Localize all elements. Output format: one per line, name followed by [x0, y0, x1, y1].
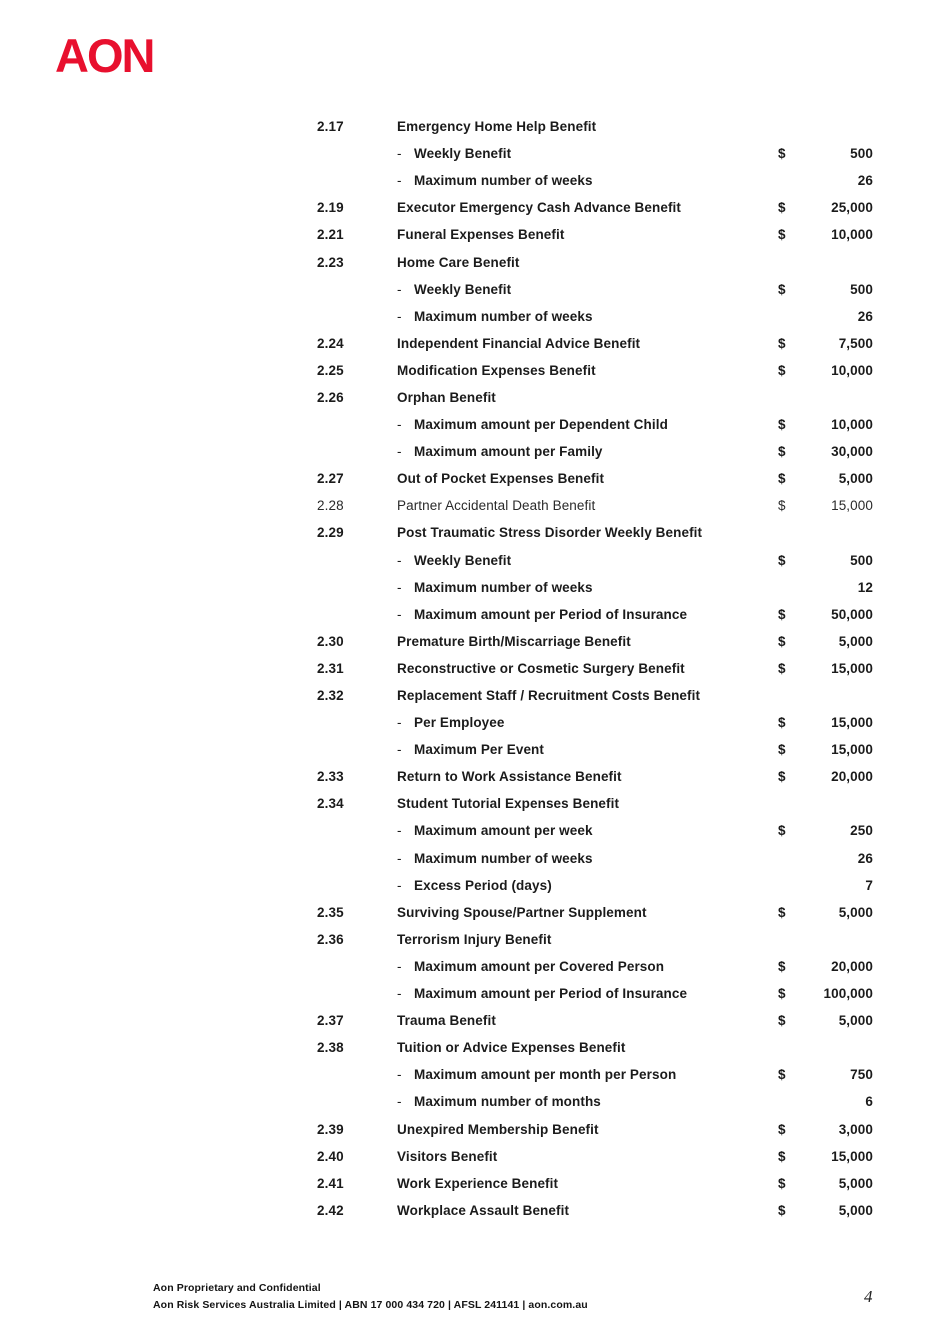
benefit-amount: 15,000 — [831, 498, 873, 514]
clause-number: 2.35 — [317, 904, 344, 920]
benefit-amount: 15,000 — [831, 660, 873, 676]
currency-symbol: $ — [778, 633, 786, 649]
benefit-label: Maximum amount per Family — [414, 444, 603, 460]
currency-symbol: $ — [778, 742, 786, 758]
clause-number: 2.30 — [317, 633, 344, 649]
clause-number: 2.41 — [317, 1175, 344, 1191]
dash-bullet: - — [397, 986, 402, 1002]
currency-symbol: $ — [778, 362, 786, 378]
dash-bullet: - — [397, 173, 402, 189]
benefit-label-cell — [397, 282, 778, 297]
benefit-label-cell — [397, 634, 778, 649]
benefit-amount: 5,000 — [838, 1202, 873, 1218]
benefit-label: Weekly Benefit — [414, 552, 512, 568]
table-row — [317, 1007, 873, 1034]
currency-symbol: $ — [778, 1121, 786, 1137]
currency-symbol: $ — [778, 986, 786, 1002]
dash-bullet: - — [397, 308, 402, 324]
clause-number: 2.33 — [317, 769, 344, 785]
benefit-amount: 5,000 — [838, 1175, 873, 1191]
benefit-label: Unexpired Membership Benefit — [397, 1121, 599, 1137]
clause-number: 2.23 — [317, 254, 344, 270]
table-row — [317, 1170, 873, 1197]
dash-bullet: - — [397, 1067, 402, 1083]
clause-number: 2.42 — [317, 1202, 344, 1218]
benefit-label: Replacement Staff / Recruitment Costs Benefit — [397, 688, 701, 704]
clause-number: 2.36 — [317, 931, 344, 947]
dash-bullet: - — [397, 444, 402, 460]
table-row — [317, 790, 873, 817]
benefit-label: Surviving Spouse/Partner Supplement — [397, 904, 647, 920]
benefit-label: Reconstructive or Cosmetic Surgery Benefit — [397, 660, 685, 676]
benefit-amount: 26 — [857, 308, 873, 324]
benefit-label: Modification Expenses Benefit — [397, 362, 596, 378]
benefit-label-cell — [397, 498, 778, 513]
table-row — [317, 926, 873, 953]
benefit-label-cell — [397, 1013, 778, 1028]
benefit-label: Premature Birth/Miscarriage Benefit — [397, 633, 631, 649]
clause-number: 2.28 — [317, 498, 344, 514]
benefit-amount: 20,000 — [831, 958, 873, 974]
benefit-label: Post Traumatic Stress Disorder Weekly Benefit — [397, 525, 703, 541]
benefit-label-cell — [397, 661, 778, 676]
table-row — [317, 872, 873, 899]
benefit-label-cell — [397, 742, 778, 757]
currency-symbol: $ — [778, 444, 786, 460]
table-row — [317, 709, 873, 736]
benefit-label: Maximum amount per week — [414, 823, 593, 839]
dash-bullet: - — [397, 877, 402, 893]
clause-number: 2.19 — [317, 200, 344, 216]
currency-symbol: $ — [778, 769, 786, 785]
table-row — [317, 817, 873, 844]
table-row — [317, 411, 873, 438]
benefit-label-cell — [397, 715, 778, 730]
benefit-label-cell — [397, 823, 778, 838]
table-row — [317, 953, 873, 980]
benefit-label: Work Experience Benefit — [397, 1175, 559, 1191]
clause-number: 2.31 — [317, 660, 344, 676]
currency-symbol: $ — [778, 200, 786, 216]
benefit-label-cell — [397, 769, 778, 784]
benefit-label-cell — [397, 309, 778, 324]
table-row — [317, 1061, 873, 1088]
benefit-amount: 5,000 — [838, 1013, 873, 1029]
benefit-label-cell — [397, 390, 778, 405]
benefit-label-cell — [397, 959, 778, 974]
benefit-label-cell — [397, 1176, 778, 1191]
benefit-amount: 500 — [850, 146, 873, 162]
currency-symbol: $ — [778, 1013, 786, 1029]
table-row — [317, 655, 873, 682]
benefit-label: Visitors Benefit — [397, 1148, 498, 1164]
benefit-label-cell — [397, 1094, 778, 1109]
benefit-label-cell — [397, 986, 778, 1001]
currency-symbol: $ — [778, 471, 786, 487]
table-row — [317, 1088, 873, 1115]
dash-bullet: - — [397, 579, 402, 595]
benefit-label-cell — [397, 1149, 778, 1164]
benefit-label: Maximum number of weeks — [414, 579, 593, 595]
benefit-label-cell — [397, 173, 778, 188]
currency-symbol: $ — [778, 1148, 786, 1164]
table-row — [317, 384, 873, 411]
benefit-amount: 15,000 — [831, 1148, 873, 1164]
clause-number: 2.26 — [317, 389, 344, 405]
dash-bullet: - — [397, 281, 402, 297]
benefit-amount: 30,000 — [831, 444, 873, 460]
table-row — [317, 1115, 873, 1142]
benefit-label-cell — [397, 878, 778, 893]
currency-symbol: $ — [778, 552, 786, 568]
benefit-label-cell — [397, 796, 778, 811]
benefit-label: Executor Emergency Cash Advance Benefit — [397, 200, 681, 216]
dash-bullet: - — [397, 1094, 402, 1110]
currency-symbol: $ — [778, 660, 786, 676]
table-row — [317, 492, 873, 519]
clause-number: 2.37 — [317, 1013, 344, 1029]
benefit-label: Weekly Benefit — [414, 281, 512, 297]
currency-symbol: $ — [778, 335, 786, 351]
table-row — [317, 276, 873, 303]
benefit-label-cell — [397, 1122, 778, 1137]
clause-number: 2.38 — [317, 1040, 344, 1056]
dash-bullet: - — [397, 417, 402, 433]
benefit-label: Maximum number of weeks — [414, 850, 593, 866]
benefit-label-cell — [397, 471, 778, 486]
clause-number: 2.27 — [317, 471, 344, 487]
table-row — [317, 547, 873, 574]
benefit-label: Home Care Benefit — [397, 254, 520, 270]
benefit-label: Orphan Benefit — [397, 389, 496, 405]
benefit-label-cell — [397, 444, 778, 459]
benefit-label: Tuition or Advice Expenses Benefit — [397, 1040, 626, 1056]
clause-number: 2.39 — [317, 1121, 344, 1137]
currency-symbol: $ — [778, 606, 786, 622]
currency-symbol: $ — [778, 823, 786, 839]
benefit-amount: 7,500 — [838, 335, 873, 351]
aon-logo: AON — [55, 29, 154, 82]
benefit-label-cell — [397, 932, 778, 947]
table-row — [317, 221, 873, 248]
clause-number: 2.29 — [317, 525, 344, 541]
benefit-label: Per Employee — [414, 715, 505, 731]
benefit-label-cell — [397, 607, 778, 622]
benefit-label: Trauma Benefit — [397, 1013, 496, 1029]
dash-bullet: - — [397, 958, 402, 974]
table-row — [317, 1143, 873, 1170]
benefit-label: Terrorism Injury Benefit — [397, 931, 552, 947]
benefit-label: Student Tutorial Expenses Benefit — [397, 796, 620, 812]
dash-bullet: - — [397, 606, 402, 622]
table-row — [317, 167, 873, 194]
benefit-amount: 500 — [850, 552, 873, 568]
dash-bullet: - — [397, 742, 402, 758]
footer-confidential-line: Aon Proprietary and Confidential — [153, 1282, 321, 1294]
currency-symbol: $ — [778, 1175, 786, 1191]
table-row — [317, 736, 873, 763]
table-row — [317, 845, 873, 872]
benefit-amount: 15,000 — [831, 715, 873, 731]
page-footer — [153, 1280, 588, 1313]
table-row — [317, 899, 873, 926]
benefit-label-cell — [397, 336, 778, 351]
clause-number: 2.17 — [317, 119, 344, 135]
benefit-amount: 20,000 — [831, 769, 873, 785]
benefit-label: Maximum amount per Period of Insurance — [414, 606, 688, 622]
benefit-label-cell — [397, 553, 778, 568]
table-row — [317, 330, 873, 357]
dash-bullet: - — [397, 552, 402, 568]
benefit-label: Return to Work Assistance Benefit — [397, 769, 622, 785]
benefit-label-cell — [397, 200, 778, 215]
benefit-label: Maximum amount per Period of Insurance — [414, 986, 688, 1002]
clause-number: 2.25 — [317, 362, 344, 378]
benefit-amount: 5,000 — [838, 904, 873, 920]
benefit-amount: 10,000 — [831, 362, 873, 378]
benefit-label-cell — [397, 905, 778, 920]
table-row — [317, 519, 873, 546]
table-row — [317, 357, 873, 384]
table-row — [317, 438, 873, 465]
benefit-label: Maximum number of weeks — [414, 173, 593, 189]
table-row — [317, 303, 873, 330]
dash-bullet: - — [397, 146, 402, 162]
table-row — [317, 1197, 873, 1224]
benefit-amount: 26 — [857, 850, 873, 866]
benefit-amount: 5,000 — [838, 471, 873, 487]
benefit-label: Maximum Per Event — [414, 742, 544, 758]
benefit-amount: 250 — [850, 823, 873, 839]
benefit-amount: 12 — [857, 579, 873, 595]
table-row — [317, 194, 873, 221]
table-row — [317, 140, 873, 167]
benefit-label-cell — [397, 851, 778, 866]
table-row — [317, 763, 873, 790]
footer-company-line: Aon Risk Services Australia Limited | ABN 17 000 434 720 | AFSL 241141 | aon.com.au — [153, 1298, 588, 1311]
benefit-amount: 6 — [865, 1094, 873, 1110]
benefit-amount: 15,000 — [831, 742, 873, 758]
benefit-label: Out of Pocket Expenses Benefit — [397, 471, 605, 487]
page-number: 4 — [864, 1287, 873, 1306]
clause-number: 2.32 — [317, 688, 344, 704]
benefit-label-cell — [397, 363, 778, 378]
currency-symbol: $ — [778, 417, 786, 433]
benefit-label: Partner Accidental Death Benefit — [397, 498, 596, 514]
benefit-label-cell — [397, 1040, 778, 1055]
benefit-label: Maximum amount per Covered Person — [414, 958, 665, 974]
benefit-label: Maximum amount per month per Person — [414, 1067, 677, 1083]
benefit-label: Workplace Assault Benefit — [397, 1202, 570, 1218]
currency-symbol: $ — [778, 1067, 786, 1083]
clause-number: 2.34 — [317, 796, 344, 812]
table-row — [317, 601, 873, 628]
table-row — [317, 980, 873, 1007]
benefit-label: Maximum number of months — [414, 1094, 601, 1110]
benefit-amount: 100,000 — [823, 986, 873, 1002]
benefit-label-cell — [397, 525, 778, 540]
benefit-amount: 5,000 — [838, 633, 873, 649]
benefit-label-cell — [397, 417, 778, 432]
benefit-label-cell — [397, 688, 778, 703]
table-row — [317, 1034, 873, 1061]
currency-symbol: $ — [778, 281, 786, 297]
benefit-label-cell — [397, 255, 778, 270]
benefit-label: Emergency Home Help Benefit — [397, 119, 597, 135]
clause-number: 2.24 — [317, 335, 344, 351]
table-row — [317, 628, 873, 655]
table-row — [317, 465, 873, 492]
currency-symbol: $ — [778, 715, 786, 731]
table-row — [317, 113, 873, 140]
dash-bullet: - — [397, 823, 402, 839]
benefit-label-cell — [397, 1203, 778, 1218]
benefit-amount: 10,000 — [831, 417, 873, 433]
benefit-label-cell — [397, 1067, 778, 1082]
benefit-label: Weekly Benefit — [414, 146, 512, 162]
benefit-label: Maximum amount per Dependent Child — [414, 417, 668, 433]
benefit-label-cell — [397, 227, 778, 242]
benefit-amount: 10,000 — [831, 227, 873, 243]
benefit-amount: 3,000 — [838, 1121, 873, 1137]
benefit-amount: 750 — [850, 1067, 873, 1083]
currency-symbol: $ — [778, 958, 786, 974]
table-row — [317, 248, 873, 275]
dash-bullet: - — [397, 715, 402, 731]
benefit-label-cell — [397, 119, 778, 134]
benefit-amount: 26 — [857, 173, 873, 189]
table-row — [317, 574, 873, 601]
currency-symbol: $ — [778, 498, 786, 514]
currency-symbol: $ — [778, 904, 786, 920]
benefit-amount: 25,000 — [831, 200, 873, 216]
benefit-label: Funeral Expenses Benefit — [397, 227, 565, 243]
currency-symbol: $ — [778, 227, 786, 243]
benefit-amount: 50,000 — [831, 606, 873, 622]
benefit-amount: 500 — [850, 281, 873, 297]
benefit-label: Excess Period (days) — [414, 877, 552, 893]
clause-number: 2.40 — [317, 1148, 344, 1164]
benefit-label-cell — [397, 580, 778, 595]
table-row — [317, 682, 873, 709]
benefits-table — [317, 113, 873, 1224]
currency-symbol: $ — [778, 146, 786, 162]
benefit-label: Independent Financial Advice Benefit — [397, 335, 641, 351]
benefit-label-cell — [397, 146, 778, 161]
benefit-amount: 7 — [865, 877, 873, 893]
currency-symbol: $ — [778, 1202, 786, 1218]
clause-number: 2.21 — [317, 227, 344, 243]
benefit-label: Maximum number of weeks — [414, 308, 593, 324]
dash-bullet: - — [397, 850, 402, 866]
